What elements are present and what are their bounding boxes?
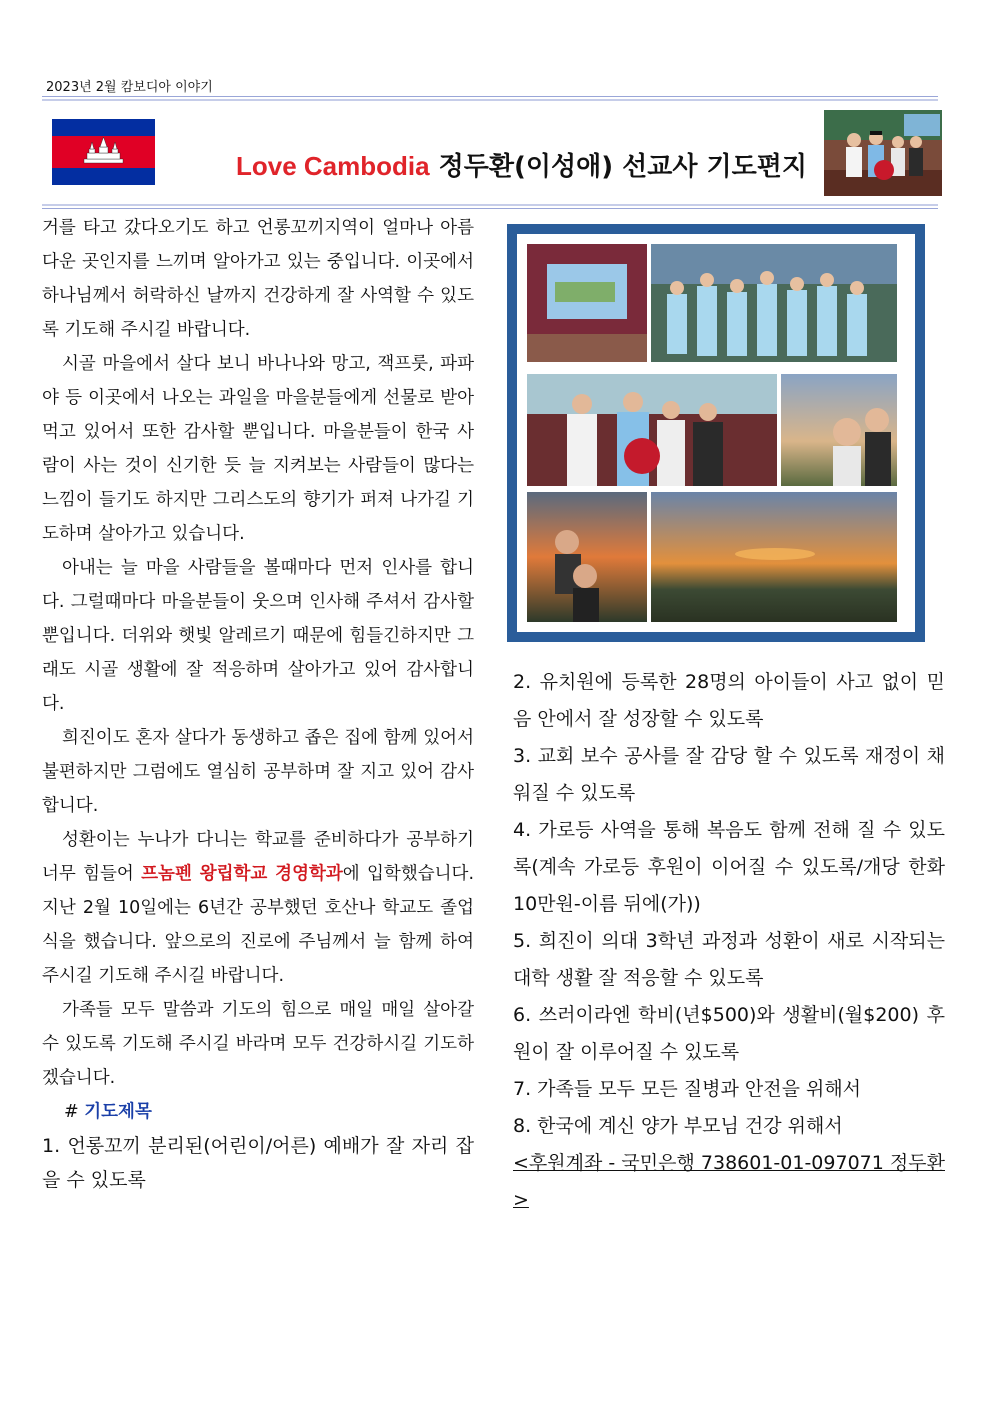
prayer-item-6: 6. 쓰러이라엔 학비(년$500)와 생활비(월$200) 후원이 잘 이루어질 수 있도록 [513,1004,945,1063]
title-korean: 정두환(이성애) 선교사 기도편지 [429,152,808,182]
header-subtitle: 2023년 2월 캄보디아 이야기 [46,80,213,95]
paragraph-5 [42,823,474,993]
header-rule-bottom [42,204,938,206]
prayer-item-7: 7. 가족들 모두 모든 질병과 안전을 위해서 [513,1078,862,1100]
prayer-item-8: 8. 한국에 계신 양가 부모님 건강 위해서 [513,1115,843,1137]
header-rule-top [42,96,938,97]
prayer-item-4: 4. 가로등 사역을 통해 복음도 함께 전해 질 수 있도록(계속 가로등 후원이 이어질 수 있도록/개당 한화 10만원-이름 뒤에(가)) [513,819,945,915]
paragraph-1: 거를 타고 갔다오기도 하고 언롱꼬끼지역이 얼마나 아름다운 곳인지를 느끼며 알아가고 있는 중입니다. 이곳에서 하나님께서 허락하신 날까지 건강하게 잘 사역할 수 있도록 기도해 주시길 바랍니다. [42,218,474,340]
header-rule-bottom-2 [42,208,938,209]
header-rule-top-2 [42,99,938,101]
paragraph-5-start: 성환이는 누나가 다니는 학교를 준비하다가 공부하기 너무 힘들어 [42,830,474,884]
title-english: Love Cambodia [236,151,430,181]
paragraph-2: 시골 마을에서 살다 보니 바나나와 망고, 잭프룻, 파파야 등 이곳에서 나오는 과일을 마을분들에게 선물로 받아먹고 있어서 또한 감사할 뿐입니다. 마을분들이 한국 사람이 사는 것이 신기한 듯 늘 지켜보는 사람들이 많다는 느낌이 들기도 하지만 그리스도의 향기가 퍼져 나가길 기도하며 살아가고 있습니다. [42,354,474,544]
paragraph-4: 희진이도 혼자 살다가 동생하고 좁은 집에 함께 있어서 불편하지만 그럼에도 열심히 공부하며 잘 지고 있어 감사합니다. [42,728,474,816]
university-name: 프놈펜 왕립학교 경영학과 [141,864,343,884]
photo-collage [507,224,925,642]
cambodia-flag-icon [52,119,155,185]
prayer-item-3: 3. 교회 보수 공사를 잘 감당 할 수 있도록 재정이 채워질 수 있도록 [513,745,945,804]
prayer-heading [64,1095,474,1129]
prayer-heading-text: 기도제목 [84,1102,152,1122]
paragraph-5-end: 에 입학했습니다. 지난 2월 10일에는 6년간 공부했던 호산나 학교도 졸업식을 했습니다. 앞으로의 진로에 주님께서 늘 함께 하여 주시길 기도해 주시길 바랍니다. [42,864,475,986]
donation-account: <후원계좌 - 국민은행 738601-01-097071 정두환> [513,1152,945,1211]
prayer-item-2: 2. 유치원에 등록한 28명의 아이들이 사고 없이 믿음 안에서 잘 성장할 수 있도록 [513,671,945,730]
paragraph-6: 가족들 모두 말씀과 기도의 힘으로 매일 매일 살아갈 수 있도록 기도해 주시길 바라며 모두 건강하시길 기도하겠습니다. [42,1000,474,1088]
prayer-item-1: 1. 언롱꼬끼 분리된(어린이/어른) 예배가 잘 자리 잡을 수 있도록 [42,1135,474,1191]
right-column [513,664,945,1219]
left-column [42,211,474,1197]
prayer-item-5: 5. 희진이 의대 3학년 과정과 성환이 새로 시작되는 대학 생활 잘 적응할 수 있도록 [513,930,945,989]
page-title [236,146,807,183]
paragraph-3: 아내는 늘 마을 사람들을 볼때마다 먼저 인사를 합니다. 그럴때마다 마을분들이 웃으며 인사해 주셔서 감사할 뿐입니다. 더위와 햇빛 알레르기 때문에 힘들긴하지만 그래도 시골 생활에 잘 적응하며 살아가고 있어 감사합니다. [42,558,474,714]
header-family-photo [824,110,942,196]
heading-hash: # [64,1102,85,1122]
